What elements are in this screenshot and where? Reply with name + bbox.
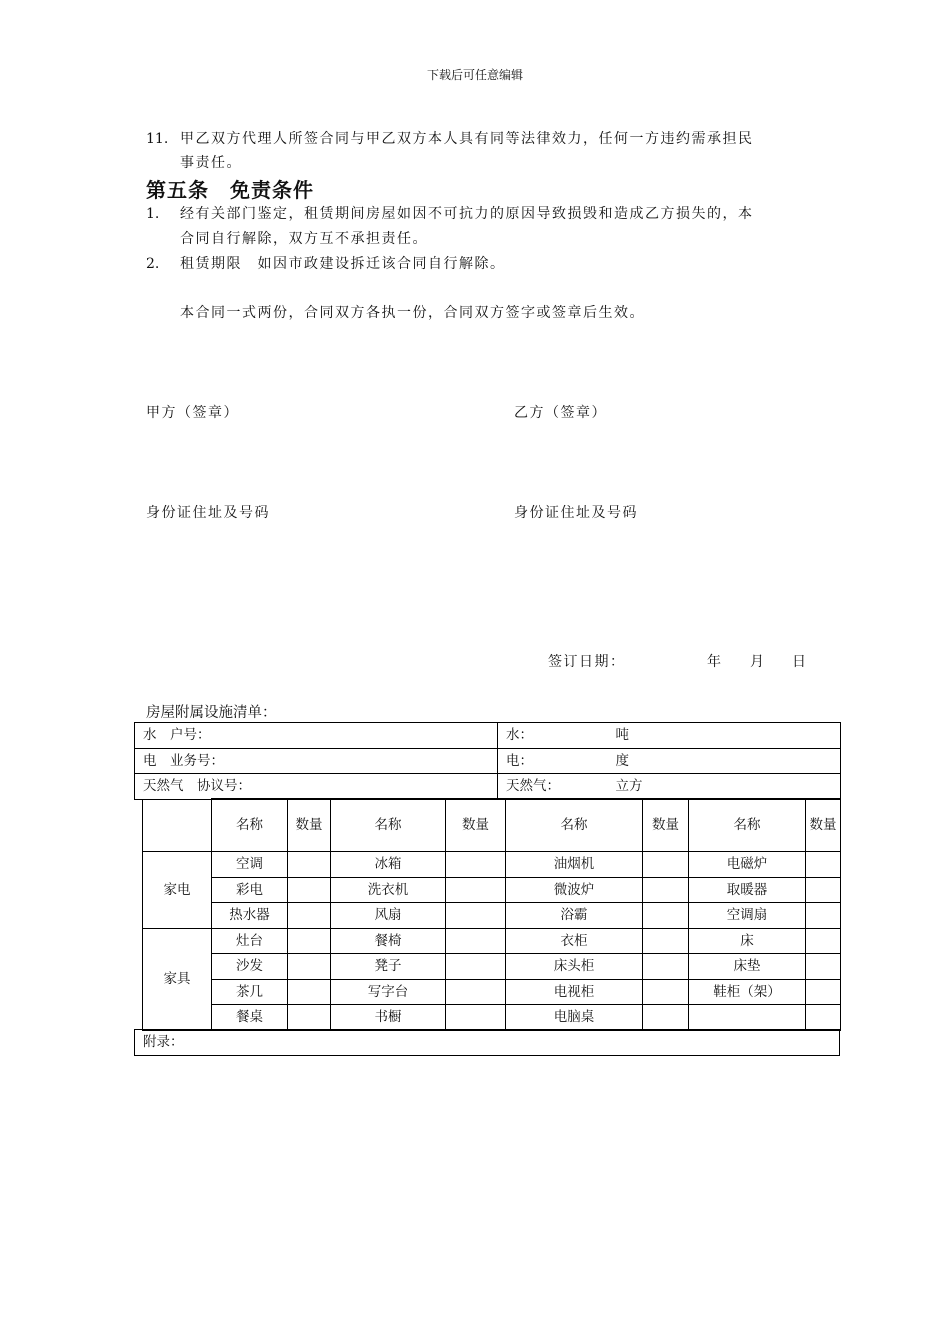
item-qty-cell bbox=[446, 928, 506, 954]
item-qty-cell bbox=[288, 979, 331, 1005]
clause-11-line2: 事责任。 bbox=[180, 155, 242, 171]
sign-date-year: 年 bbox=[707, 654, 723, 670]
utilities-table bbox=[134, 722, 841, 800]
item-name-cell: 沙发 bbox=[212, 954, 288, 980]
item-name-cell: 空调 bbox=[212, 852, 288, 878]
appendix-cell: 附录： bbox=[135, 1030, 840, 1056]
item-qty-cell bbox=[288, 954, 331, 980]
item-name-cell: 电磁炉 bbox=[689, 852, 806, 878]
party-b-signature-label: 乙方（签章） bbox=[514, 405, 607, 421]
item-name-cell bbox=[689, 1005, 806, 1031]
item-name-cell: 浴霸 bbox=[506, 903, 643, 929]
item-qty-cell bbox=[806, 928, 841, 954]
closing-statement: 本合同一式两份，合同双方各执一份，合同双方签字或签章后生效。 bbox=[180, 305, 645, 321]
sign-date-label: 签订日期： bbox=[548, 654, 626, 670]
item-qty-cell bbox=[643, 852, 689, 878]
item-name-cell: 书橱 bbox=[331, 1005, 446, 1031]
item-qty-cell bbox=[446, 852, 506, 878]
item-name-cell: 床垫 bbox=[689, 954, 806, 980]
table-row bbox=[143, 928, 841, 954]
group-label: 家电 bbox=[143, 852, 212, 929]
party-a-signature-label: 甲方（签章） bbox=[146, 405, 239, 421]
utility-row bbox=[135, 748, 841, 774]
item-name-cell: 床头柜 bbox=[506, 954, 643, 980]
item-name-cell: 空调扇 bbox=[689, 903, 806, 929]
item-qty-cell bbox=[288, 903, 331, 929]
table-row bbox=[143, 852, 841, 878]
facilities-items-table bbox=[142, 798, 841, 1031]
qty-header: 数量 bbox=[288, 799, 331, 852]
group-header-blank bbox=[143, 799, 212, 852]
utility-reading-label: 天然气： bbox=[498, 774, 608, 800]
item-name-cell: 餐桌 bbox=[212, 1005, 288, 1031]
item-name-cell: 茶几 bbox=[212, 979, 288, 1005]
item-qty-cell bbox=[806, 979, 841, 1005]
facilities-title: 房屋附属设施清单： bbox=[146, 705, 277, 721]
qty-header: 数量 bbox=[643, 799, 689, 852]
article-5-item-2: 2. 租赁期限 如因市政建设拆迁该合同自行解除。 bbox=[146, 256, 506, 272]
item-name-cell: 取暖器 bbox=[689, 877, 806, 903]
table-row bbox=[143, 877, 841, 903]
page-header: 下载后可任意编辑 bbox=[426, 68, 523, 82]
item-name-cell: 写字台 bbox=[331, 979, 446, 1005]
group-label: 家具 bbox=[143, 928, 212, 1030]
item-qty-cell bbox=[806, 1005, 841, 1031]
item-name-cell: 鞋柜（架） bbox=[689, 979, 806, 1005]
party-b-id-label: 身份证住址及号码 bbox=[514, 505, 638, 521]
item-qty-cell bbox=[446, 1005, 506, 1031]
utility-reading-label: 水： bbox=[498, 723, 608, 749]
item-qty-cell bbox=[446, 903, 506, 929]
item-qty-cell bbox=[446, 877, 506, 903]
utility-account-cell: 水 户号： bbox=[135, 723, 498, 749]
sign-date-day: 日 bbox=[792, 654, 808, 670]
table-row bbox=[143, 1005, 841, 1031]
item-name-cell: 油烟机 bbox=[506, 852, 643, 878]
utility-reading-label: 电： bbox=[498, 748, 608, 774]
item-qty-cell bbox=[643, 1005, 689, 1031]
item-name-cell: 电视柜 bbox=[506, 979, 643, 1005]
item-qty-cell bbox=[643, 979, 689, 1005]
utility-unit: 度 bbox=[608, 748, 841, 774]
utility-row bbox=[135, 723, 841, 749]
utility-unit: 立方 bbox=[608, 774, 841, 800]
appendix-table bbox=[134, 1029, 840, 1056]
item-qty-cell bbox=[806, 852, 841, 878]
article-5-title: 第五条 免责条件 bbox=[146, 178, 314, 202]
name-header: 名称 bbox=[506, 799, 643, 852]
item-name-cell: 彩电 bbox=[212, 877, 288, 903]
clause-11-number: 11. bbox=[146, 131, 169, 147]
appendix-row bbox=[135, 1030, 840, 1056]
item-qty-cell bbox=[446, 954, 506, 980]
item-qty-cell bbox=[288, 1005, 331, 1031]
utility-account-cell: 天然气 协议号： bbox=[135, 774, 498, 800]
item-qty-cell bbox=[806, 903, 841, 929]
item-qty-cell bbox=[643, 954, 689, 980]
sign-date-month: 月 bbox=[750, 654, 766, 670]
name-header: 名称 bbox=[212, 799, 288, 852]
article-5-item-1-line1: 1. 经有关部门鉴定，租赁期间房屋如因不可抗力的原因导致损毁和造成乙方损失的，本 bbox=[146, 206, 754, 222]
table-row bbox=[143, 903, 841, 929]
item-name-cell: 微波炉 bbox=[506, 877, 643, 903]
party-a-id-label: 身份证住址及号码 bbox=[146, 505, 270, 521]
item-name-cell: 热水器 bbox=[212, 903, 288, 929]
item-qty-cell bbox=[806, 954, 841, 980]
items-header-row bbox=[143, 799, 841, 852]
item-name-cell: 灶台 bbox=[212, 928, 288, 954]
item-qty-cell bbox=[643, 903, 689, 929]
item-qty-cell bbox=[643, 877, 689, 903]
item-qty-cell bbox=[806, 877, 841, 903]
item-name-cell: 餐椅 bbox=[331, 928, 446, 954]
name-header: 名称 bbox=[689, 799, 806, 852]
item-name-cell: 风扇 bbox=[331, 903, 446, 929]
item-name-cell: 衣柜 bbox=[506, 928, 643, 954]
qty-header: 数量 bbox=[446, 799, 506, 852]
utility-unit: 吨 bbox=[608, 723, 841, 749]
item-name-cell: 床 bbox=[689, 928, 806, 954]
item-name-cell: 洗衣机 bbox=[331, 877, 446, 903]
qty-header: 数量 bbox=[806, 799, 841, 852]
table-row bbox=[143, 954, 841, 980]
item-name-cell: 电脑桌 bbox=[506, 1005, 643, 1031]
item-name-cell: 凳子 bbox=[331, 954, 446, 980]
item-qty-cell bbox=[288, 928, 331, 954]
table-row bbox=[143, 979, 841, 1005]
article-5-item-1-line2: 合同自行解除，双方互不承担责任。 bbox=[180, 231, 428, 247]
utility-account-cell: 电 业务号： bbox=[135, 748, 498, 774]
item-name-cell: 冰箱 bbox=[331, 852, 446, 878]
item-qty-cell bbox=[288, 852, 331, 878]
item-qty-cell bbox=[643, 928, 689, 954]
utility-row bbox=[135, 774, 841, 800]
name-header: 名称 bbox=[331, 799, 446, 852]
clause-11-line1: 11. 甲乙双方代理人所签合同与甲乙双方本人具有同等法律效力，任何一方违约需承担民 bbox=[146, 131, 754, 147]
item-qty-cell bbox=[288, 877, 331, 903]
item-qty-cell bbox=[446, 979, 506, 1005]
